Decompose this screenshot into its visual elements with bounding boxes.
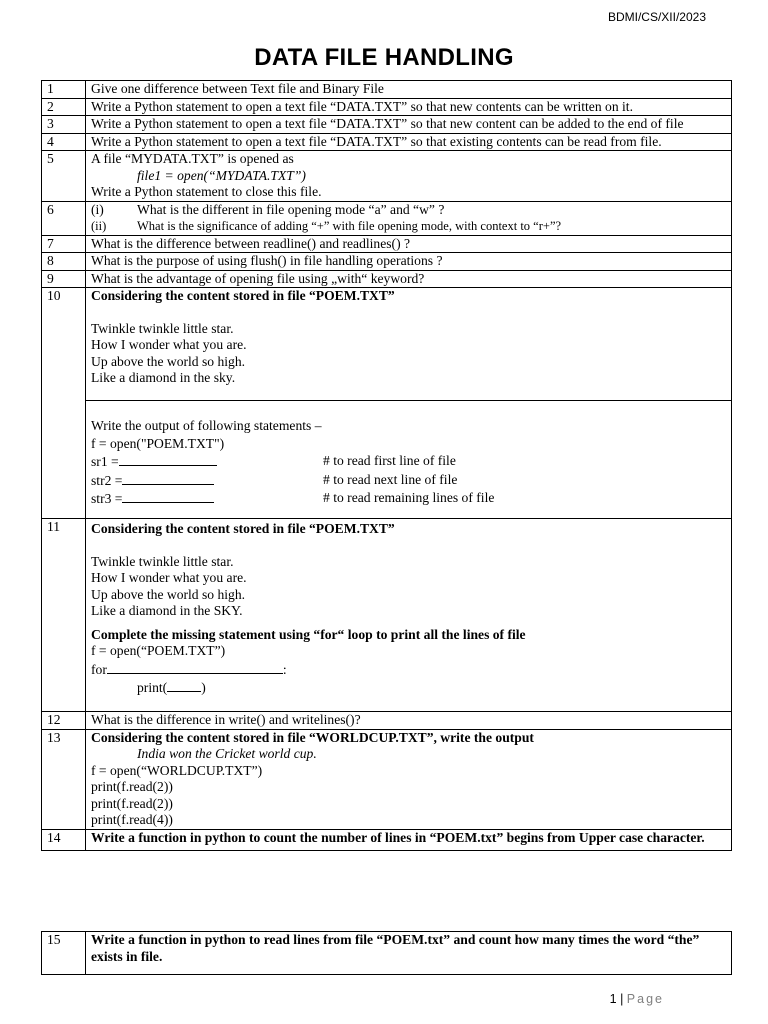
- question-text: [86, 401, 732, 519]
- question-number: 5: [42, 151, 86, 202]
- question-number: 1: [42, 81, 86, 99]
- code-line: file1 = open(“MYDATA.TXT”): [137, 167, 306, 183]
- question-text: [86, 729, 732, 829]
- question-line: A file “MYDATA.TXT” is opened as: [91, 151, 294, 166]
- sub-question-text: What is the significance of adding “+” with file opening mode, with context to “r+”?: [137, 219, 562, 233]
- sub-question-label: (i): [91, 201, 104, 217]
- question-number: 10: [42, 288, 86, 519]
- sub-question-label: (ii): [91, 219, 107, 233]
- question-text: Give one difference between Text file and Binary File: [86, 81, 732, 99]
- statement-code: sr1 =: [91, 454, 119, 469]
- question-text: [86, 288, 732, 401]
- question-heading: Considering the content stored in file “POEM.TXT”: [91, 288, 395, 303]
- question-text: Write a Python statement to open a text file “DATA.TXT” so that new contents can be written on it.: [86, 98, 732, 116]
- question-text: What is the advantage of opening file using „with“ keyword?: [86, 270, 732, 288]
- page-title: DATA FILE HANDLING: [254, 44, 514, 71]
- page-label: Page: [626, 992, 664, 1006]
- question-row-11: [42, 519, 732, 712]
- for-keyword: for: [91, 661, 107, 677]
- question-number: 7: [42, 235, 86, 253]
- question-row-12: [42, 712, 732, 730]
- statement-line: [91, 489, 725, 508]
- question-number: 4: [42, 133, 86, 151]
- page-footer: [610, 992, 664, 1006]
- question-text: Write a Python statement to open a text file “DATA.TXT” so that existing contents can be read from file.: [86, 133, 732, 151]
- question-row-13: [42, 729, 732, 829]
- question-row-3: [42, 116, 732, 134]
- sub-question-ii: [91, 218, 725, 235]
- print-line: [91, 678, 725, 697]
- question-line: Write a Python statement to close this file.: [91, 184, 322, 199]
- statement-comment: # to read first line of file: [323, 453, 456, 468]
- poem-line: How I wonder what you are.: [91, 570, 247, 585]
- page-number: 1: [609, 992, 617, 1006]
- answer-blank: [167, 678, 201, 692]
- question-text: Write a function in python to read lines from file “POEM.txt” and count how many times the word “the” exists in file.: [86, 932, 732, 975]
- answer-blank: [122, 471, 214, 485]
- question-table-continued: [41, 931, 732, 975]
- question-number: 3: [42, 116, 86, 134]
- question-row-8: [42, 253, 732, 271]
- poem-line: Up above the world so high.: [91, 586, 246, 602]
- code-line: print(f.read(2)): [91, 795, 173, 811]
- question-number: 15: [42, 932, 86, 975]
- poem-line: Like a diamond in the sky.: [91, 370, 236, 385]
- question-text: What is the difference in write() and writelines()?: [86, 712, 732, 730]
- question-number: 12: [42, 712, 86, 730]
- poem-line: Like a diamond in the SKY.: [91, 603, 243, 618]
- question-text: What is the difference between readline() and readlines() ?: [86, 235, 732, 253]
- instruction-line: Complete the missing statement using “for“ loop to print all the lines of file: [91, 626, 526, 642]
- question-row-14: [42, 829, 732, 851]
- poem-line: Twinkle twinkle little star.: [91, 553, 234, 569]
- question-text: What is the purpose of using flush() in file handling operations ?: [86, 253, 732, 271]
- for-line: [91, 660, 725, 679]
- statement-line: [91, 452, 725, 471]
- print-close: ): [201, 680, 206, 695]
- question-table: [41, 80, 732, 851]
- question-text: [86, 519, 732, 712]
- question-number: 9: [42, 270, 86, 288]
- statement-code: str3 =: [91, 491, 123, 506]
- question-number: 14: [42, 829, 86, 851]
- question-row-5: [42, 151, 732, 202]
- file-content: India won the Cricket world cup.: [137, 746, 317, 761]
- code-line: f = open(“POEM.TXT”): [91, 643, 226, 658]
- question-text: [86, 201, 732, 235]
- sub-question-i: [91, 202, 725, 219]
- question-row-2: [42, 98, 732, 116]
- answer-blank: [107, 660, 283, 674]
- question-row-1: [42, 81, 732, 99]
- question-text: [86, 151, 732, 202]
- code-line: print(f.read(2)): [91, 779, 173, 794]
- question-number: 6: [42, 201, 86, 235]
- document-code: BDMI/CS/XII/2023: [607, 10, 706, 24]
- question-row-10-part-b: [42, 401, 732, 519]
- statement-comment: # to read next line of file: [323, 471, 458, 487]
- print-call: print(: [137, 680, 168, 695]
- poem-line: Twinkle twinkle little star.: [91, 320, 234, 336]
- question-row-7: [42, 235, 732, 253]
- question-number: 2: [42, 98, 86, 116]
- instruction-line: Write the output of following statements –: [91, 418, 322, 433]
- question-row-10: [42, 288, 732, 401]
- poem-line: Up above the world so high.: [91, 353, 246, 369]
- question-heading: Considering the content stored in file “POEM.TXT”: [91, 521, 395, 536]
- for-colon: :: [282, 661, 287, 677]
- question-number: 13: [42, 729, 86, 829]
- code-line: f = open(“WORLDCUP.TXT”): [91, 762, 263, 778]
- question-text: Write a Python statement to open a text file “DATA.TXT” so that new content can be added to the end of file: [86, 116, 732, 134]
- statement-code: str2 =: [91, 472, 123, 488]
- footer-separator: |: [620, 992, 624, 1006]
- question-number: 8: [42, 253, 86, 271]
- question-row-4: [42, 133, 732, 151]
- answer-blank: [119, 452, 217, 466]
- statement-line: [91, 471, 725, 490]
- question-row-6: [42, 201, 732, 235]
- question-number: 11: [42, 519, 86, 712]
- statement-comment: # to read remaining lines of file: [323, 490, 495, 505]
- question-text: Write a function in python to count the number of lines in “POEM.txt” begins from Upper case character.: [86, 829, 732, 851]
- code-line: f = open("POEM.TXT"): [91, 435, 225, 451]
- answer-blank: [122, 489, 214, 503]
- question-row-15: [42, 932, 732, 975]
- question-heading: Considering the content stored in file “WORLDCUP.TXT”, write the output: [91, 729, 534, 745]
- question-row-9: [42, 270, 732, 288]
- poem-line: How I wonder what you are.: [91, 337, 247, 352]
- sub-question-text: What is the different in file opening mode “a” and “w” ?: [137, 201, 445, 217]
- code-line: print(f.read(4)): [91, 812, 173, 827]
